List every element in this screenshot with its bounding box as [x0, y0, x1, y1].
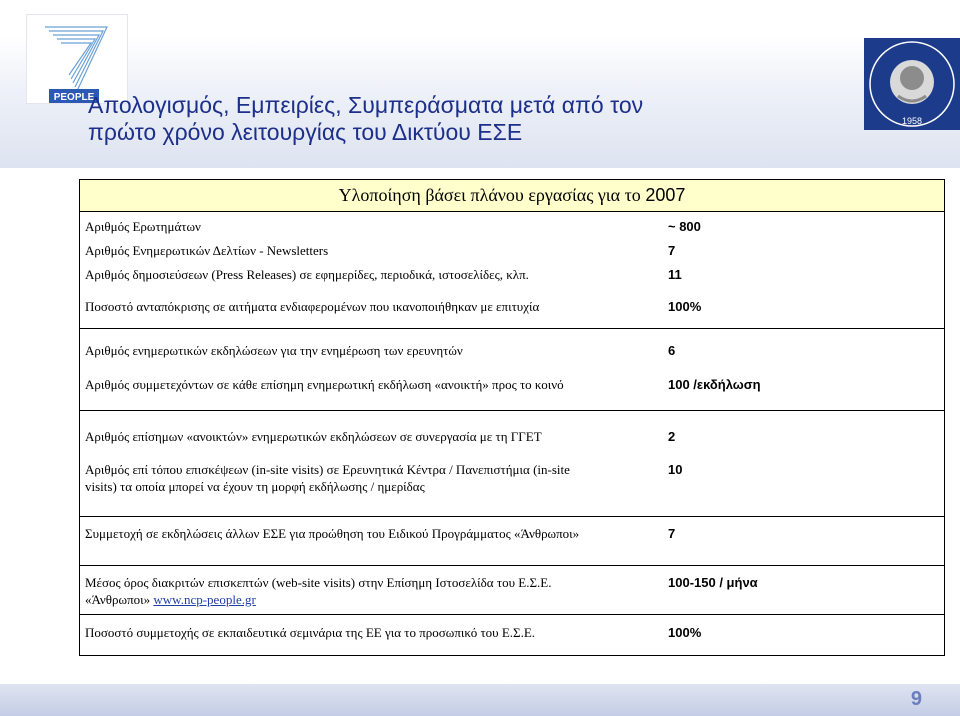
table-heading-year: 2007: [645, 185, 686, 205]
row-value: 6: [668, 343, 676, 358]
nhrf-seal: [864, 38, 960, 130]
seal-year: 1958: [901, 116, 923, 126]
website-link[interactable]: www.ncp-people.gr: [153, 592, 256, 607]
row-label: Αριθμός δημοσιεύσεων (Press Releases) σε εφημερίδες, περιοδικά, ιστοσελίδες, κλπ.: [85, 267, 529, 282]
row-value: 100%: [668, 625, 702, 640]
table-divider: [80, 614, 944, 615]
title-line-1: Απολογισμός, Εμπειρίες, Συμπεράσματα μετά από τον: [88, 92, 644, 118]
row-label: Ποσοστό ανταπόκρισης σε αιτήματα ενδιαφερομένων που ικανοποιήθηκαν με επιτυχία: [85, 299, 540, 314]
row-value: 100 /εκδήλωση: [668, 377, 761, 392]
row-value: 10: [668, 462, 683, 477]
row-label: Αριθμός ενημερωτικών εκδηλώσεων για την ενημέρωση των ερευνητών: [85, 343, 463, 358]
row-label: Αριθμός συμμετεχόντων σε κάθε επίσημη ενημερωτική εκδήλωση «ανοικτή» προς το κοινό: [85, 377, 564, 392]
row-label-line-2-prefix: «Άνθρωποι»: [85, 592, 151, 607]
row-value: 7: [668, 243, 676, 258]
row-label: [85, 574, 650, 608]
table-divider: [80, 410, 944, 411]
page-title: [88, 92, 788, 146]
table-divider: [80, 211, 944, 212]
row-value: 2: [668, 429, 676, 444]
row-value: ~ 800: [668, 219, 701, 234]
logo-text: PEOPLE: [53, 92, 95, 103]
title-line-2: πρώτο χρόνο λειτουργίας του Δικτύου ΕΣΕ: [88, 119, 523, 145]
row-label: [85, 461, 650, 495]
row-value: 11: [668, 267, 682, 282]
row-value: 100-150 / μήνα: [668, 575, 758, 590]
table-divider: [80, 328, 944, 329]
page-number: 9: [910, 688, 922, 710]
table-divider: [80, 516, 944, 517]
row-label: Αριθμός επίσημων «ανοικτών» ενημερωτικών εκδηλώσεων σε συνεργασία με τη ΓΓΕΤ: [85, 429, 542, 444]
row-value: 100%: [668, 299, 702, 314]
row-label-line-1: Μέσος όρος διακριτών επισκεπτών (web-site visits) στην Επίσημη Ιστοσελίδα του Ε.Σ.Ε.: [85, 575, 552, 590]
row-value: 7: [668, 526, 676, 541]
row-label: Συμμετοχή σε εκδηλώσεις άλλων ΕΣΕ για προώθηση του Ειδικού Προγράμματος «Άνθρωποι»: [85, 526, 580, 541]
results-table: [79, 179, 945, 656]
row-label: Ποσοστό συμμετοχής σε εκπαιδευτικά σεμινάρια της ΕΕ για το προσωπικό του Ε.Σ.Ε.: [85, 625, 536, 640]
table-divider: [80, 565, 944, 566]
row-label: Αριθμός Ερωτημάτων: [85, 219, 201, 234]
table-heading-text: Υλοποίηση βάσει πλάνου εργασίας για το: [338, 185, 641, 205]
fp7-people-logo: [26, 14, 128, 104]
row-label: Αριθμός Ενημερωτικών Δελτίων - Newsletters: [85, 243, 329, 258]
row-label-line-1: Αριθμός επί τόπου επισκέψεων (in-site visits) σε Ερευνητικά Κέντρα / Πανεπιστήμια (in-site: [85, 462, 570, 477]
footer-band: [0, 684, 960, 716]
table-heading: [80, 180, 944, 211]
row-label-line-2: visits) τα οποία μπορεί να έχουν τη μορφή εκδήλωσης / ημερίδας: [85, 479, 425, 494]
